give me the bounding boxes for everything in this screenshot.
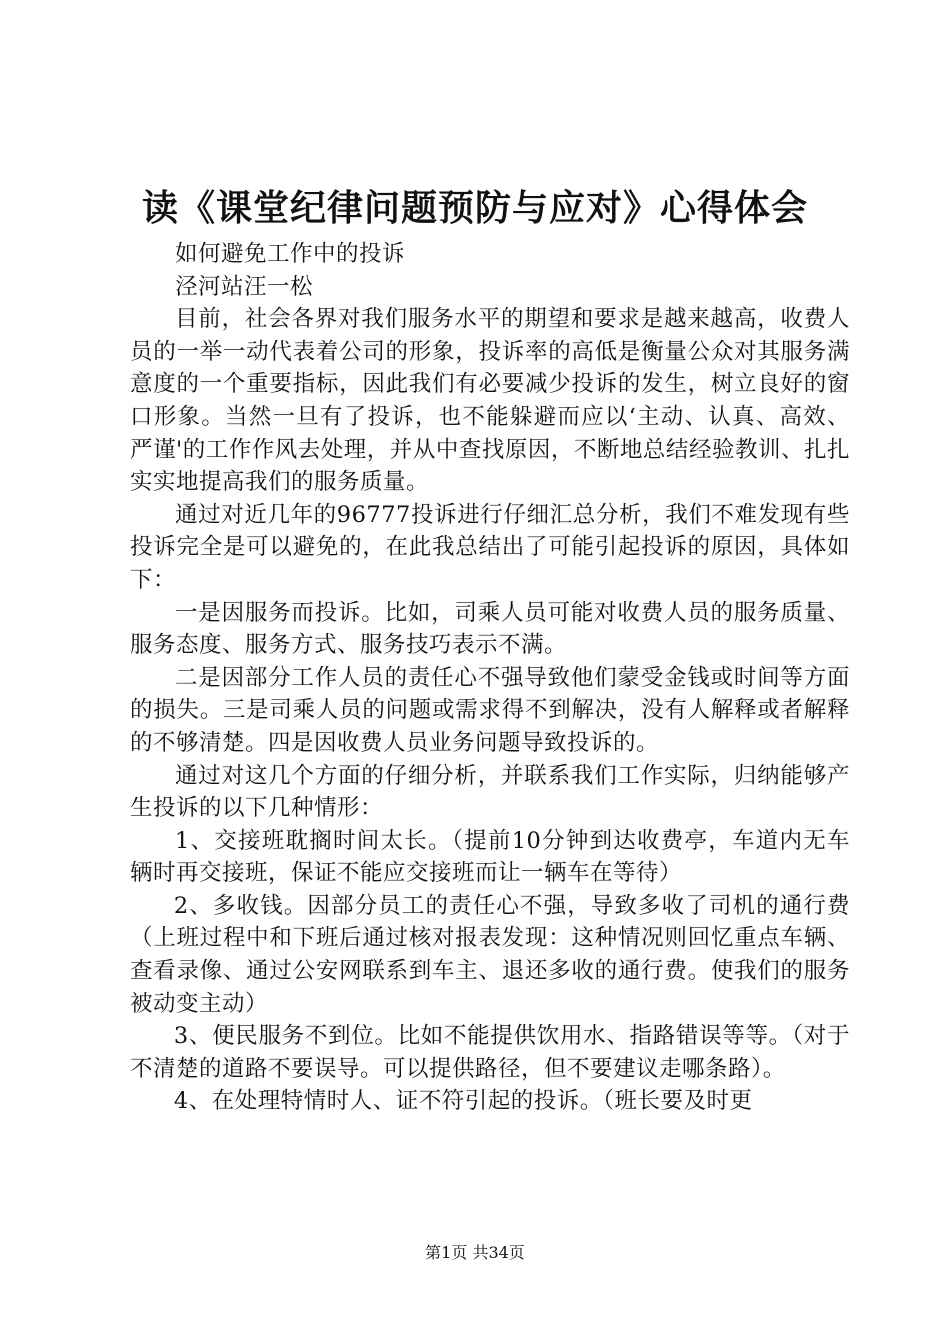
paragraph-subtitle: 如何避免工作中的投诉 [175,241,406,267]
paragraph-case-1: 1、交接班耽搁时间太长。（提前10分钟到达收费亭，车道内无车辆时再交接班，保证不能应交接班而让一辆车在等待） [130,827,850,887]
paragraph-case-3: 3、便民服务不到位。比如不能提供饮用水、指路错误等等。（对于不清楚的道路不要误导。可以提供路径，但不要建议走哪条路）。 [130,1023,850,1082]
document-title: 读《课堂纪律问题预防与应对》心得体会 [141,187,808,229]
paragraph-case-2: 2、多收钱。因部分员工的责任心不强，导致多收了司机的通行费（上班过程中和下班后通过核对报表发现：这种情况则回忆重点车辆、查看录像、通过公安网联系到车主、退还多收的通行费。使我们的服务被动变主动） [130,892,850,1017]
paragraph-reason-2: 二是因部分工作人员的责任心不强导致他们蒙受金钱或时间等方面的损失。三是司乘人员的问题或需求得不到解决，没有人解释或者解释的不够清楚。四是因收费人员业务问题导致投诉的。 [130,664,850,756]
paragraph-intro: 目前，社会各界对我们服务水平的期望和要求是越来越高，收费人员的一举一动代表着公司的形象，投诉率的高低是衡量公众对其服务满意度的一个重要指标，因此我们有必要减少投诉的发生，树立良好的窗口形象。当然一旦有了投诉，也不能躲避而应以‘主动、认真、高效、严谨'的工作作风去处理，并从中查找原因，不断地总结经验教训、扎扎实实地提高我们的服务质量。 [130,306,850,496]
paragraph-author: 泾河站汪一松 [175,273,314,300]
page-footer: 第1页 共34页 [425,1243,525,1262]
paragraph-reason-1: 一是因服务而投诉。比如，司乘人员可能对收费人员的服务质量、服务态度、服务方式、服务技巧表示不满。 [130,599,850,659]
paragraph-analysis: 通过对近几年的96777投诉进行仔细汇总分析，我们不难发现有些投诉完全是可以避免的，在此我总结出了可能引起投诉的原因，具体如下： [130,501,850,593]
document-body [130,238,850,1118]
paragraph-summary: 通过对这几个方面的仔细分析，并联系我们工作实际，归纳能够产生投诉的以下几种情形： [130,762,850,822]
paragraph-case-4: 4、在处理特情时人、证不符引起的投诉。（班长要及时更 [173,1088,753,1115]
